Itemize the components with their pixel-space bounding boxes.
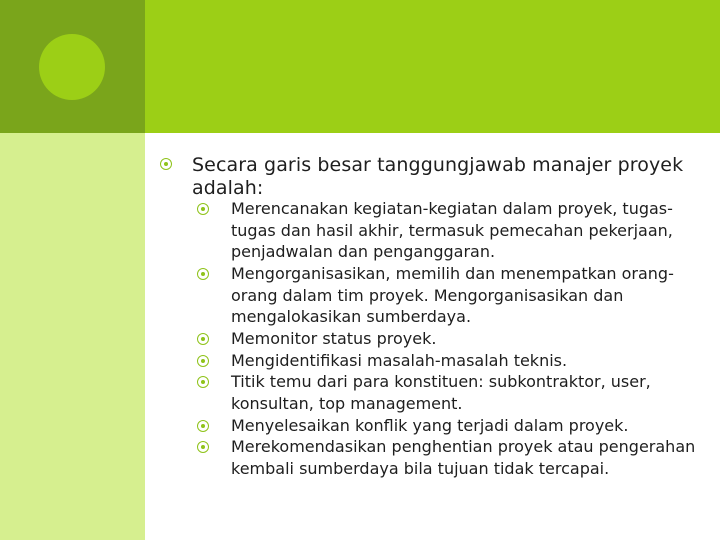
sub-point-text: Menyelesaikan konflik yang terjadi dalam proyek. bbox=[231, 416, 629, 435]
sub-point-text: Mengidentifikasi masalah-masalah teknis. bbox=[231, 351, 568, 370]
decorative-circle bbox=[39, 34, 105, 100]
circle-dot-icon bbox=[197, 355, 209, 367]
sub-point-text: Mengorganisasikan, memilih dan menempatkan orang-orang dalam tim proyek. Mengorganisasikan dan mengalokasikan sumberdaya. bbox=[231, 264, 674, 326]
circle-dot-icon bbox=[197, 376, 209, 388]
sub-point-text: Merencanakan kegiatan-kegiatan dalam proyek, tugas-tugas dan hasil akhir, termasuk pemecahan pekerjaan, penjadwalan dan penganggaran. bbox=[231, 199, 673, 261]
header-band bbox=[145, 0, 720, 133]
circle-dot-icon bbox=[197, 441, 209, 453]
sidebar-bottom-panel bbox=[0, 133, 145, 540]
circle-dot-icon bbox=[197, 268, 209, 280]
sub-point-text: Titik temu dari para konstituen: subkontraktor, user, konsultan, top management. bbox=[231, 372, 651, 413]
main-point-text: Secara garis besar tanggungjawab manajer proyek adalah: bbox=[192, 154, 684, 199]
sub-point-text: Memonitor status proyek. bbox=[231, 329, 437, 348]
circle-dot-icon bbox=[197, 333, 209, 345]
circle-dot-icon bbox=[197, 420, 209, 432]
sub-point-text: Merekomendasikan penghentian proyek atau pengerahan kembali sumberdaya bila tujuan tidak tercapai. bbox=[231, 437, 696, 478]
circle-dot-icon bbox=[197, 203, 209, 215]
circle-dot-icon bbox=[160, 158, 172, 170]
